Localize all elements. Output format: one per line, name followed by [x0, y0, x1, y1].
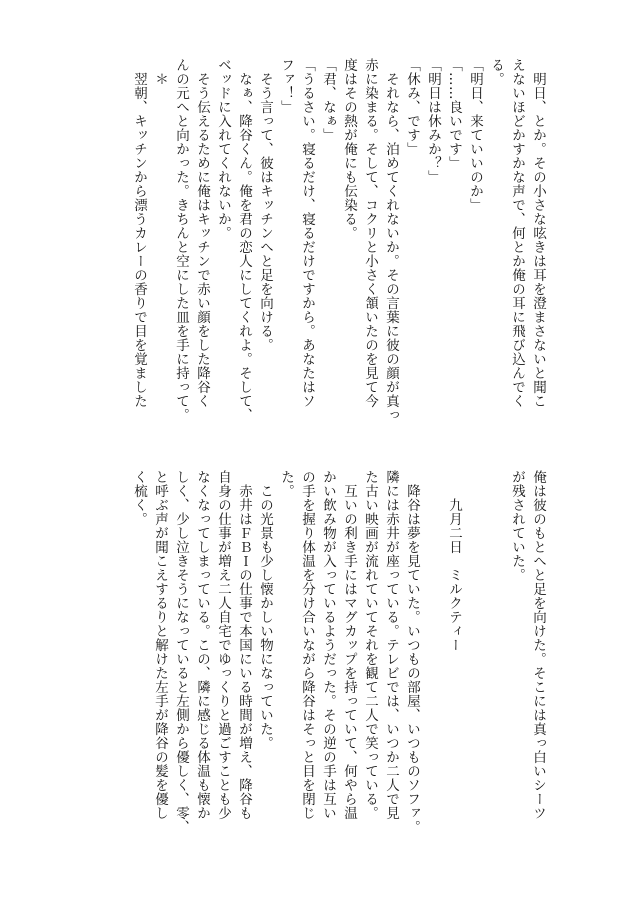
text-line: 降谷は夢を見ていた。いつもの部屋、いつものソファ。	[404, 470, 420, 834]
text-line: 「……良いです」	[446, 58, 462, 170]
upper-text-block	[128, 58, 548, 450]
text-line: 自身の仕事が増え二人自宅でゆっくりと過ごすことも少	[215, 470, 231, 820]
text-line: 隣には赤井が座っている。テレビでは、いつか二人で見	[383, 470, 399, 820]
text-line: そう言って、彼はキッチンへと足を向ける。	[257, 58, 273, 352]
text-line: えないほどかすかな声で、何とか俺の耳に飛び込んでく	[509, 58, 525, 408]
text-line: なぁ、降谷くん。俺を君の恋人にしてくれよ。そして、	[236, 58, 252, 422]
text-line: 「明日は休みか？」	[425, 58, 441, 184]
text-line: 九月二日 ミルクティー	[446, 470, 462, 652]
text-line: 「うるさい。寝るだけ、寝るだけですから。あなたはソ	[299, 58, 315, 408]
text-line: ＊	[152, 58, 168, 86]
text-line: く梳く。	[131, 470, 147, 526]
text-line: かい飲み物が入っているようだった。その逆の手は互い	[320, 470, 336, 820]
text-line: それなら、泊めてくれないか。その言葉に彼の顔が真っ	[383, 58, 399, 422]
text-line: この光景も少し懐かしい物になっていた。	[257, 470, 273, 750]
text-line	[464, 470, 485, 862]
text-line: た古い映画が流れていてそれを観て二人で笑っている。	[362, 470, 378, 820]
text-line: た。	[278, 470, 294, 498]
text-line: 互いの利き手にはマグカップを持っていて、何やら温	[341, 470, 357, 820]
text-line: の手を握り体温を分け合いながら降谷はそっと目を閉じ	[299, 470, 315, 820]
text-line: んの元へと向かった。きちんと空にした皿を手に持って。	[173, 58, 189, 422]
text-line: と呼ぶ声が聞こえするりと解けた左手が降谷の髪を優し	[152, 470, 168, 820]
text-line: 度はその熱が俺にも伝染る。	[341, 58, 357, 240]
text-line: ファ！」	[278, 58, 294, 114]
text-line: 「明日、来ていいのか」	[467, 58, 483, 212]
text-line: しく、少し泣きそうになっていると左側から優しく、零、	[173, 470, 189, 834]
text-line: 明日、とか。その小さな呟きは耳を澄まさないと聞こ	[530, 58, 546, 408]
text-line: 赤に染まる。そして、コクリと小さく頷いたのを見て今	[362, 58, 378, 408]
text-line: 「君、なぁ」	[320, 58, 336, 142]
text-line: ベッドに入れてくれないか。	[215, 58, 231, 240]
text-line	[485, 470, 506, 862]
text-line: そう伝えるために俺はキッチンで赤い顔をした降谷く	[194, 58, 210, 408]
text-line: 翌朝、キッチンから漂うカレーの香りで目を覚ました	[131, 58, 147, 408]
text-line: る。	[488, 58, 504, 86]
text-line: なくなってしまっている。この、隣に感じる体温も懐か	[194, 470, 210, 820]
lower-text-block	[128, 470, 548, 862]
text-line: 赤井はＦＢＩの仕事で本国にいる時間が増え、降谷も	[236, 470, 252, 820]
text-line: 「休み、です」	[404, 58, 420, 156]
text-line: が残されていた。	[509, 470, 525, 582]
text-line	[422, 470, 443, 862]
text-line: 俺は彼のもとへと足を向けた。そこには真っ白いシーツ	[530, 470, 546, 820]
